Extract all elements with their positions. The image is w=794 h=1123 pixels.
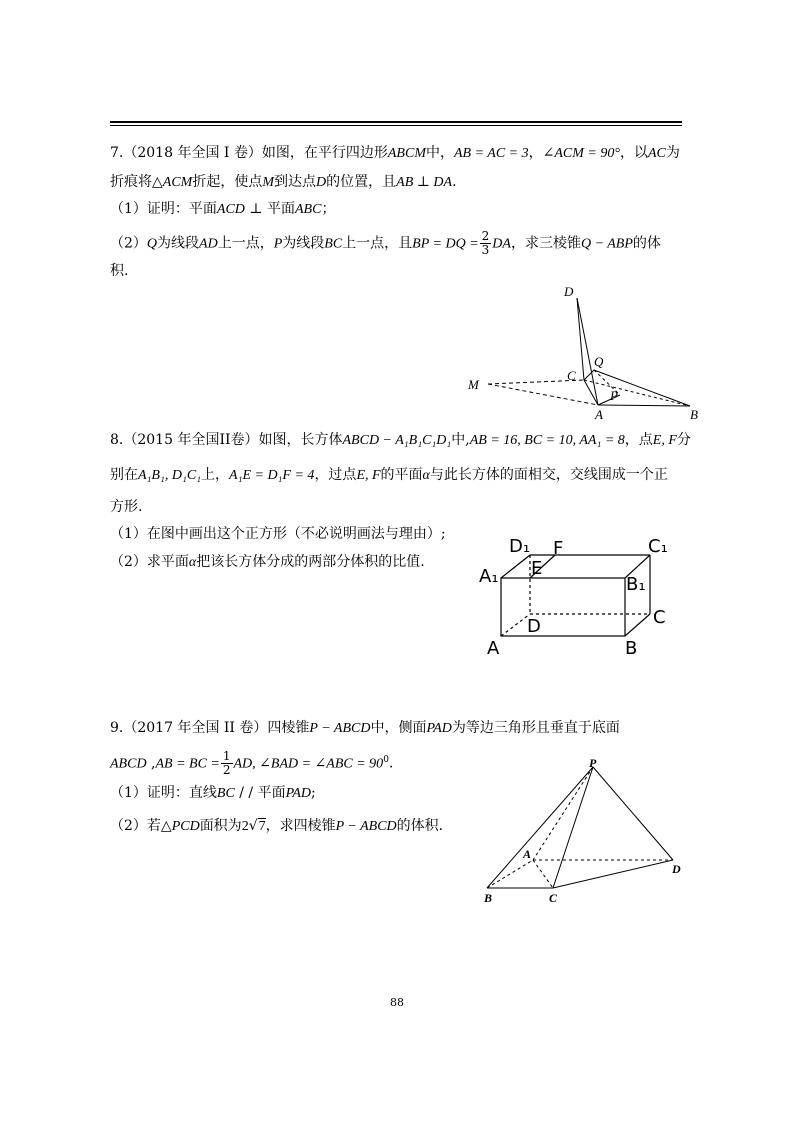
sqrt-symbol: √7 bbox=[248, 818, 266, 834]
q8-label-a1: A₁ bbox=[479, 566, 499, 587]
q7-figure-fold bbox=[460, 280, 710, 425]
fraction-two-thirds: $\frac{2}{3}$ bbox=[481, 229, 490, 257]
page-number: 88 bbox=[390, 996, 404, 1009]
fraction-one-half: $\frac{1}{2}$ bbox=[222, 749, 231, 778]
q8-label-c: C bbox=[653, 607, 666, 628]
q7-line-1: 7.（2018 年全国 I 卷）如图，在平行四边形ABCM中，AB = AC = 3，∠ACM = 90°，以AC为 bbox=[110, 145, 680, 161]
q8-line-3: 方形. bbox=[110, 499, 143, 515]
q8-label-b1: B₁ bbox=[626, 574, 646, 595]
q9-line-4: （2）若△PCD面积为2√7，求四棱锥P − ABCD的体积. bbox=[110, 816, 443, 837]
header-rule-thick bbox=[110, 121, 682, 123]
q8-label-c1: C₁ bbox=[648, 536, 668, 557]
q7-label-d: D bbox=[564, 284, 574, 299]
q8-label-d1: D₁ bbox=[509, 536, 531, 557]
q7-line-5: 积. bbox=[110, 263, 129, 279]
q8-label-a: A bbox=[487, 638, 500, 659]
q8-line-5: （2）求平面α把该长方体分成的两部分体积的比值. bbox=[110, 554, 425, 570]
q7-line-4: （2）Q为线段AD上一点，P为线段BC上一点，且BP = DQ = $\frac{2}{3}$ DA，求三棱锥Q − ABP的体 bbox=[110, 229, 661, 257]
q7-label-p: P bbox=[610, 388, 618, 403]
q8-line-2: 别在A₁B₁, D₁C₁上，A₁E = D₁F = 4，过点E, F的平面α与此长方体的面相交，交线围成一个正 bbox=[110, 467, 668, 483]
q9-line-1: 9.（2017 年全国 II 卷）四棱锥P − ABCD中，侧面PAD为等边三角形且垂直于底面 bbox=[110, 720, 620, 736]
q7-label-a: A bbox=[595, 407, 603, 422]
q8-line-4: （1）在图中画出这个正方形（不必说明画法与理由）; bbox=[110, 526, 446, 542]
q9-label-b: B bbox=[484, 891, 493, 905]
q9-line-2: ABCD ,AB = BC = $\frac{1}{2}$ AD, ∠BAD = ∠ABC = $90^0$. bbox=[110, 749, 394, 778]
q8-figure-cuboid bbox=[475, 530, 685, 660]
q8-label-d: D bbox=[527, 616, 541, 637]
q9-label-d: D bbox=[672, 862, 681, 876]
q9-label-a: A bbox=[523, 847, 532, 861]
q7-line-3: （1）证明：平面ACD ⊥ 平面ABC； bbox=[110, 201, 336, 217]
q7-label-q: Q bbox=[594, 354, 604, 369]
q9-line-3: （1）证明：直线BC / / 平面PAD; bbox=[110, 785, 316, 801]
q8-line-1: 8.（2015 年全国II卷）如图，长方体ABCD − A₁B₁C₁D₁中,AB = 16, BC = 10, AA₁ = 8，点E, F分 bbox=[110, 432, 691, 448]
q7-line-2: 折痕将△ACM折起，使点M到达点D的位置，且AB ⊥ DA. bbox=[110, 174, 457, 190]
q9-figure-pyramid bbox=[475, 755, 695, 905]
header-rule-thin bbox=[110, 125, 682, 126]
q9-label-c: C bbox=[549, 891, 558, 905]
q7-label-b: B bbox=[690, 407, 698, 422]
q8-label-b: B bbox=[625, 638, 638, 659]
q7-label-m: M bbox=[468, 377, 479, 392]
q7-label-c: C bbox=[567, 368, 576, 383]
q8-label-e: E bbox=[531, 558, 543, 579]
q9-label-p: P bbox=[589, 756, 597, 770]
q8-label-f: F bbox=[553, 538, 564, 559]
